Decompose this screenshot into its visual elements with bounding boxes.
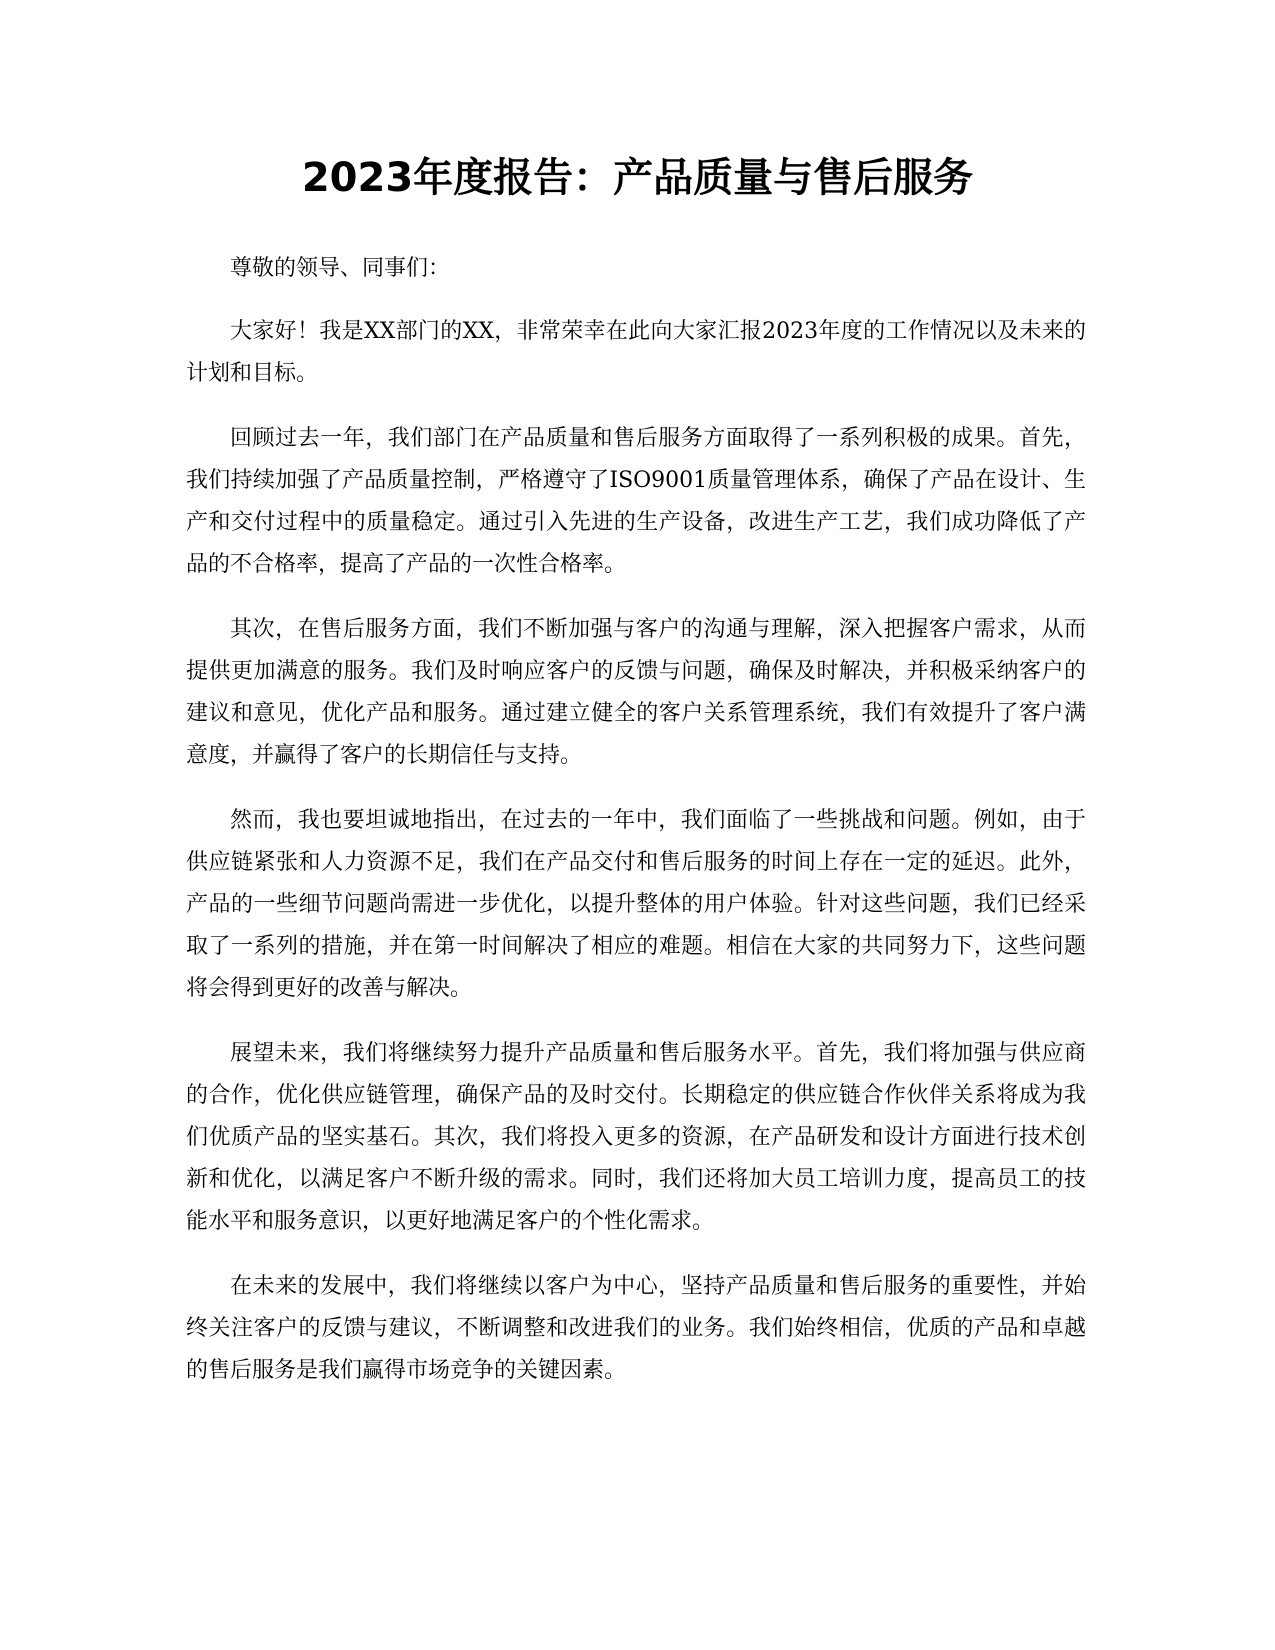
document-body: [186, 248, 1086, 1415]
service-paragraph: 其次，在售后服务方面，我们不断加强与客户的沟通与理解，深入把握客户需求，从而提供更加满意的服务。我们及时响应客户的反馈与问题，确保及时解决，并积极采纳客户的建议和意见，优化产品和服务。通过建立健全的客户关系管理系统，我们有效提升了客户满意度，并赢得了客户的长期信任与支持。: [186, 617, 1086, 768]
challenges-paragraph: 然而，我也要坦诚地指出，在过去的一年中，我们面临了一些挑战和问题。例如，由于供应链紧张和人力资源不足，我们在产品交付和售后服务的时间上存在一定的延迟。此外，产品的一些细节问题尚需进一步优化，以提升整体的用户体验。针对这些问题，我们已经采取了一系列的措施，并在第一时间解决了相应的难题。相信在大家的共同努力下，这些问题将会得到更好的改善与解决。: [186, 808, 1086, 1001]
salutation-paragraph: 尊敬的领导、同事们：: [230, 256, 451, 281]
greeting-paragraph: 大家好！我是XX部门的XX，非常荣幸在此向大家汇报2023年度的工作情况以及未来的计划和目标。: [186, 319, 1086, 386]
review-paragraph: 回顾过去一年，我们部门在产品质量和售后服务方面取得了一系列积极的成果。首先，我们持续加强了产品质量控制，严格遵守了ISO9001质量管理体系，确保了产品在设计、生产和交付过程中的质量稳定。通过引入先进的生产设备，改进生产工艺，我们成功降低了产品的不合格率，提高了产品的一次性合格率。: [186, 426, 1086, 577]
closing-paragraph: 在未来的发展中，我们将继续以客户为中心，坚持产品质量和售后服务的重要性，并始终关注客户的反馈与建议，不断调整和改进我们的业务。我们始终相信，优质的产品和卓越的售后服务是我们赢得市场竞争的关键因素。: [186, 1274, 1086, 1383]
outlook-paragraph: 展望未来，我们将继续努力提升产品质量和售后服务水平。首先，我们将加强与供应商的合作，优化供应链管理，确保产品的及时交付。长期稳定的供应链合作伙伴关系将成为我们优质产品的坚实基石。其次，我们将投入更多的资源，在产品研发和设计方面进行技术创新和优化，以满足客户不断升级的需求。同时，我们还将加大员工培训力度，提高员工的技能水平和服务意识，以更好地满足客户的个性化需求。: [186, 1041, 1086, 1234]
document-title: 2023年度报告：产品质量与售后服务: [301, 155, 974, 201]
